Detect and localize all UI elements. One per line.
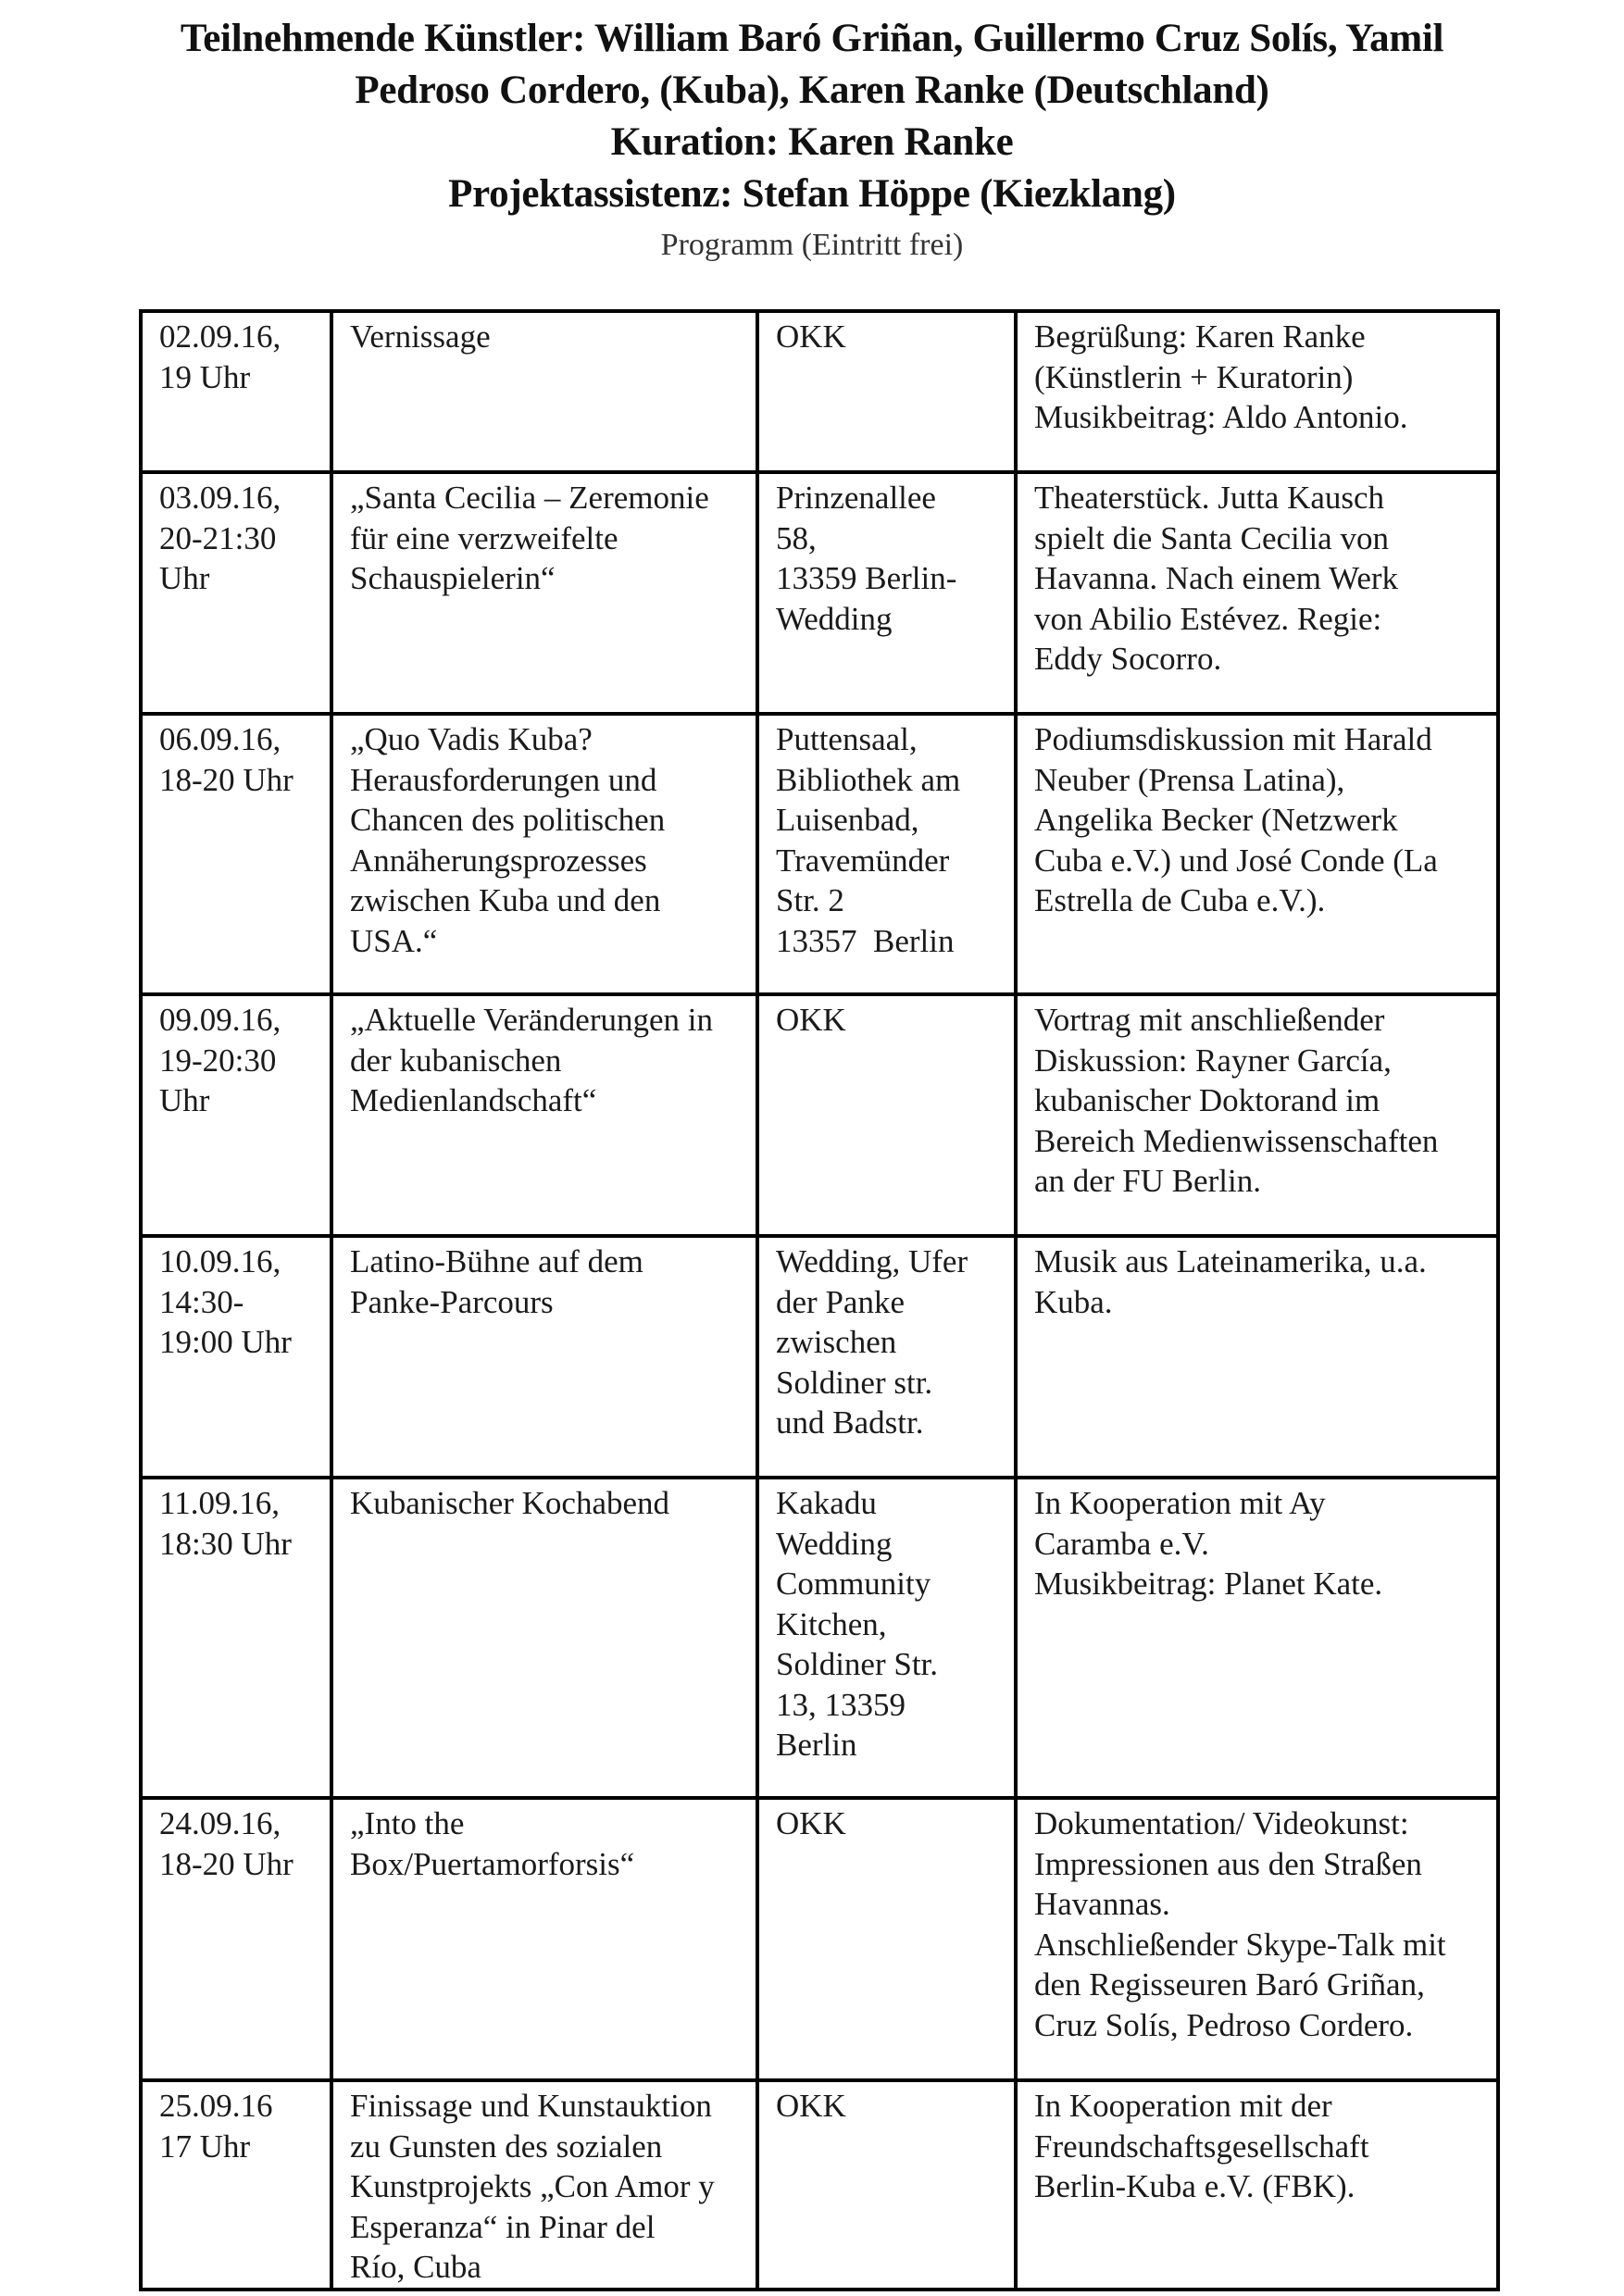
- cell-event-line: Kubanischer Kochabend: [350, 1485, 670, 1521]
- cell-details-line: Cuba e.V.) und José Conde (La: [1034, 842, 1438, 879]
- cell-location-line: Wedding, Ufer: [776, 1243, 968, 1279]
- cell-location-line: Wedding: [776, 600, 893, 637]
- cell-event-line: Panke-Parcours: [350, 1283, 554, 1320]
- cell-details-line: Kuba.: [1034, 1283, 1113, 1320]
- cell-location-line: Community: [776, 1566, 931, 1602]
- cell-location-line: Wedding: [776, 1525, 893, 1562]
- cell-event-line: Finissage und Kunstauktion: [350, 2088, 712, 2124]
- program-table: [139, 309, 1500, 2291]
- cell-date-line: Uhr: [159, 1082, 210, 1118]
- cell-event-line: Chancen des politischen: [350, 802, 666, 838]
- cell-details-line: Havannas.: [1034, 1886, 1170, 1922]
- cell-details-line: kubanischer Doktorand im: [1034, 1082, 1380, 1118]
- header-line-artists-1: Teilnehmende Künstler: William Baró Griñan, Guillermo Cruz Solís, Yamil: [180, 17, 1444, 60]
- cell-location: [757, 714, 1016, 994]
- cell-date: [141, 714, 331, 994]
- cell-location: [757, 2080, 1016, 2290]
- cell-location-line: OKK: [776, 318, 846, 355]
- cell-location-line: 13359 Berlin-: [776, 560, 957, 596]
- cell-details-line: Dokumentation/ Videokunst:: [1034, 1805, 1409, 1841]
- cell-details: [1016, 714, 1498, 994]
- cell-event-line: für eine verzweifelte: [350, 519, 618, 556]
- cell-date: [141, 1478, 331, 1798]
- program-row: [141, 472, 1498, 714]
- cell-event: [331, 714, 757, 994]
- cell-event-line: Vernissage: [350, 318, 491, 355]
- cell-location-line: Prinzenallee: [776, 480, 936, 516]
- cell-event-line: Medienlandschaft“: [350, 1082, 597, 1118]
- cell-date-line: 18-20 Uhr: [159, 761, 294, 798]
- cell-details: [1016, 994, 1498, 1236]
- cell-date-line: 02.09.16,: [159, 318, 281, 355]
- cell-location-line: OKK: [776, 2088, 846, 2124]
- cell-event: [331, 2080, 757, 2290]
- cell-location-line: 13, 13359: [776, 1686, 906, 1723]
- cell-date-line: 18:30 Uhr: [159, 1525, 292, 1562]
- cell-location-line: Luisenbad,: [776, 802, 919, 838]
- program-row: [141, 311, 1498, 472]
- cell-event-line: „Aktuelle Veränderungen in: [350, 1002, 713, 1038]
- cell-event-line: „Quo Vadis Kuba?: [350, 721, 593, 757]
- cell-details-line: Berlin-Kuba e.V. (FBK).: [1034, 2168, 1355, 2204]
- header-line-assistance: Projektassistenz: Stefan Höppe (Kiezklang): [448, 172, 1176, 216]
- header-line-curation: Kuration: Karen Ranke: [610, 120, 1014, 164]
- cell-details-line: Freundschaftsgesellschaft: [1034, 2128, 1369, 2165]
- cell-details-line: an der FU Berlin.: [1034, 1163, 1261, 1199]
- cell-location: [757, 472, 1016, 714]
- cell-location-line: OKK: [776, 1002, 846, 1038]
- cell-details-line: Begrüßung: Karen Ranke: [1034, 318, 1366, 355]
- cell-details-line: den Regisseuren Baró Griñan,: [1034, 1966, 1425, 2003]
- cell-event-line: „Into the: [350, 1805, 465, 1841]
- cell-location-line: zwischen: [776, 1324, 897, 1360]
- cell-date-line: 19:00 Uhr: [159, 1324, 292, 1360]
- cell-details: [1016, 1478, 1498, 1798]
- cell-date: [141, 994, 331, 1236]
- document-header: [0, 13, 1624, 220]
- cell-details-line: Podiumsdiskussion mit Harald: [1034, 721, 1432, 757]
- cell-location: [757, 1798, 1016, 2080]
- cell-date-line: 19 Uhr: [159, 358, 251, 395]
- cell-date-line: 06.09.16,: [159, 721, 281, 757]
- program-row: [141, 994, 1498, 1236]
- cell-date-line: 19-20:30: [159, 1042, 277, 1079]
- cell-location-line: Travemünder: [776, 842, 950, 879]
- cell-details-line: In Kooperation mit Ay: [1034, 1485, 1326, 1521]
- cell-location: [757, 994, 1016, 1236]
- cell-event: [331, 994, 757, 1236]
- cell-event-line: Río, Cuba: [350, 2249, 481, 2285]
- cell-details: [1016, 1798, 1498, 2080]
- cell-details-line: In Kooperation mit der: [1034, 2088, 1332, 2124]
- cell-details-line: Impressionen aus den Straßen: [1034, 1845, 1422, 1882]
- cell-location-line: 13357 Berlin: [776, 922, 955, 959]
- cell-event-line: Schauspielerin“: [350, 560, 556, 596]
- cell-event: [331, 1236, 757, 1478]
- cell-location-line: Soldiner Str.: [776, 1646, 939, 1682]
- program-table-body: [141, 311, 1498, 2290]
- cell-details-line: Diskussion: Rayner García,: [1034, 1042, 1392, 1079]
- cell-details: [1016, 311, 1498, 472]
- program-row: [141, 1478, 1498, 1798]
- cell-event-line: zwischen Kuba und den: [350, 882, 661, 918]
- cell-details-line: (Künstlerin + Kuratorin): [1034, 358, 1354, 395]
- cell-date: [141, 311, 331, 472]
- cell-details-line: Neuber (Prensa Latina),: [1034, 761, 1345, 798]
- cell-location-line: der Panke: [776, 1283, 905, 1320]
- cell-date: [141, 2080, 331, 2290]
- cell-details: [1016, 1236, 1498, 1478]
- cell-event: [331, 1798, 757, 2080]
- cell-details-line: Musik aus Lateinamerika, u.a.: [1034, 1243, 1427, 1279]
- program-row: [141, 2080, 1498, 2290]
- cell-location-line: Str. 2: [776, 882, 844, 918]
- cell-location: [757, 1236, 1016, 1478]
- cell-date-line: 20-21:30: [159, 519, 277, 556]
- header-line-artists-2: Pedroso Cordero, (Kuba), Karen Ranke (Deutschland): [355, 69, 1269, 112]
- cell-event-line: Latino-Bühne auf dem: [350, 1243, 643, 1279]
- cell-date-line: 10.09.16,: [159, 1243, 281, 1279]
- cell-location-line: Soldiner str.: [776, 1364, 933, 1401]
- cell-date-line: 18-20 Uhr: [159, 1845, 294, 1882]
- cell-date-line: 09.09.16,: [159, 1002, 281, 1038]
- cell-date: [141, 1798, 331, 2080]
- cell-details-line: spielt die Santa Cecilia von: [1034, 519, 1389, 556]
- cell-event-line: Box/Puertamorforsis“: [350, 1845, 635, 1882]
- cell-event-line: Annäherungsprozesses: [350, 842, 647, 879]
- program-row: [141, 1236, 1498, 1478]
- cell-details-line: Anschließender Skype-Talk mit: [1034, 1926, 1446, 1963]
- cell-details-line: Cruz Solís, Pedroso Cordero.: [1034, 2006, 1414, 2043]
- program-row: [141, 714, 1498, 994]
- cell-location: [757, 311, 1016, 472]
- cell-event: [331, 472, 757, 714]
- cell-details-line: Musikbeitrag: Aldo Antonio.: [1034, 399, 1408, 435]
- cell-details-line: Theaterstück. Jutta Kausch: [1034, 480, 1385, 516]
- cell-location-line: Kakadu: [776, 1485, 877, 1521]
- cell-details-line: Angelika Becker (Netzwerk: [1034, 802, 1398, 838]
- cell-date-line: 17 Uhr: [159, 2128, 251, 2165]
- cell-details: [1016, 472, 1498, 714]
- cell-details-line: von Abilio Estévez. Regie:: [1034, 600, 1382, 637]
- cell-details-line: Bereich Medienwissenschaften: [1034, 1122, 1439, 1159]
- cell-date-line: 24.09.16,: [159, 1805, 281, 1841]
- cell-event-line: Esperanza“ in Pinar del: [350, 2208, 656, 2245]
- cell-details-line: Havanna. Nach einem Werk: [1034, 560, 1399, 596]
- cell-details-line: Musikbeitrag: Planet Kate.: [1034, 1566, 1383, 1602]
- cell-details-line: Estrella de Cuba e.V.).: [1034, 882, 1326, 918]
- cell-location-line: Berlin: [776, 1727, 857, 1763]
- cell-event-line: Herausforderungen und: [350, 761, 657, 798]
- cell-details-line: Caramba e.V.: [1034, 1525, 1209, 1562]
- cell-details-line: Vortrag mit anschließender: [1034, 1002, 1385, 1038]
- cell-location-line: 58,: [776, 519, 817, 556]
- cell-date-line: 14:30-: [159, 1283, 244, 1320]
- cell-date-line: 25.09.16: [159, 2088, 273, 2124]
- cell-date-line: Uhr: [159, 560, 210, 596]
- cell-location-line: Puttensaal,: [776, 721, 918, 757]
- cell-date: [141, 472, 331, 714]
- cell-location-line: Bibliothek am: [776, 761, 961, 798]
- cell-date-line: 11.09.16,: [159, 1485, 280, 1521]
- cell-location-line: und Badstr.: [776, 1404, 924, 1441]
- cell-event-line: Kunstprojekts „Con Amor y: [350, 2168, 715, 2204]
- cell-date: [141, 1236, 331, 1478]
- cell-event-line: „Santa Cecilia – Zeremonie: [350, 480, 709, 516]
- cell-location: [757, 1478, 1016, 1798]
- cell-event-line: USA.“: [350, 922, 438, 959]
- cell-event-line: der kubanischen: [350, 1042, 562, 1079]
- program-row: [141, 1798, 1498, 2080]
- cell-event: [331, 311, 757, 472]
- cell-location-line: Kitchen,: [776, 1605, 887, 1642]
- cell-event-line: zu Gunsten des sozialen: [350, 2128, 663, 2165]
- cell-event: [331, 1478, 757, 1798]
- cell-location-line: OKK: [776, 1805, 846, 1841]
- cell-details-line: Eddy Socorro.: [1034, 641, 1222, 677]
- program-subtitle: Programm (Eintritt frei): [660, 228, 964, 262]
- cell-details: [1016, 2080, 1498, 2290]
- cell-date-line: 03.09.16,: [159, 480, 281, 516]
